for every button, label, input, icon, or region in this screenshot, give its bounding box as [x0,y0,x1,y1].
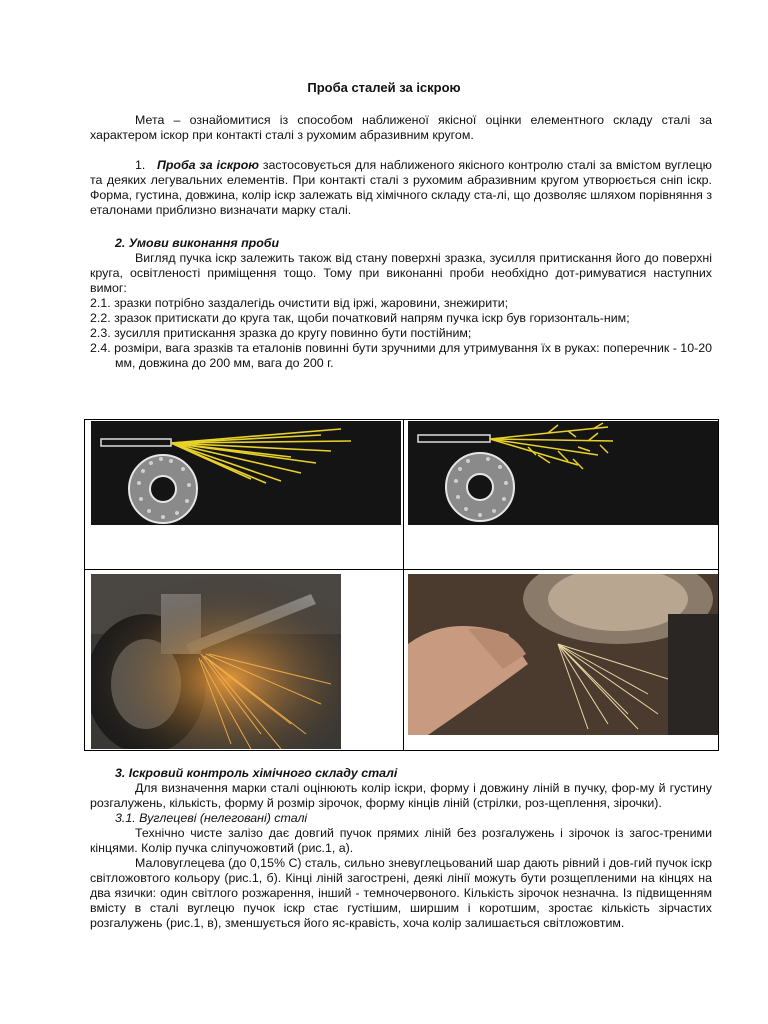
section-2-heading: 2. Умови виконання проби [115,236,280,250]
section-3-1-paragraph-1: Технічно чисте залізо дає довгий пучок прямих ліній без розгалужень і зірочок із загос-треними кінцями. Колір пучка сліпучожовтий (рис.1, а). [90,826,712,855]
section-2 [90,236,712,371]
grid-divider-horizontal [84,569,719,570]
list-item: 2.4. розміри, вага зразків та еталонів повинні бути зручними для утримування їх в руках: поперечник - 10-20 мм, довжина до 200 мм, вага до 200 г. [90,341,712,370]
spark-diagram-straight [91,421,401,525]
section-1 [90,158,712,218]
list-item: 2.3. зусилля притискання зразка до кругу повинно бути постійним; [90,326,472,340]
section-1-term: Проба за іскрою [156,158,259,172]
grinder-photo-right [408,574,718,735]
page-title: Проба сталей за іскрою [307,80,461,95]
goal-paragraph: Мета – ознайомитися із способом наближеної якісної оцінки елементного складу сталі за характером іскор при контакті сталі з рухомим абразивним кругом. [90,113,712,142]
section-3-1-heading: 3.1. Вуглецеві (нелеговані) сталі [115,811,308,825]
section-3 [90,766,712,931]
grinder-photo-left [91,574,341,749]
grid-divider-vertical [403,419,404,751]
section-3-1-paragraph-2: Маловуглецева (до 0,15% С) сталь, сильно зневуглецьований шар дають рівний і дов-гий пучок іскр світложовтого кольору (рис.1, б). Кінці ліній загострені, деякі лінії можуть бути розщепленими на кінцях на два язички: один світлого розжарення, інший - темночервоного. Кількість зірочок незначна. Із підвищенням вмісту в сталі вуглецю пучок іскр стає густішим, ширшим і коротшим, зростає кількість зірчастих розгалужень (рис.1, в), зменшується його яс-кравість, хоча колір залишається світложовтим. [90,856,712,930]
list-item: 2.2. зразок притискати до круга так, щоби початковий напрям пучка іскр був горизонталь-ним; [90,311,630,325]
section-1-number: 1. [135,158,146,172]
section-3-intro: Для визначення марки сталі оцінюють колір іскри, форму і довжину ліній в пучку, фор-му й густину розгалужень, кількість, форму й розмір зірочок, форму кінців ліній (стрілки, роз-щеплення, зірочки). [90,781,712,810]
section-3-heading: 3. Іскровий контроль хімічного складу сталі [115,766,398,780]
section-1-text: застосовується для наближеного якісного контролю сталі за вмістом вуглецю та деяких легувальних елементів. При контакті сталі з рухомим абразивним кругом утворюється сніп іскр. Форма, густина, довжина, колір іскр залежать від хімічного складу ста-лі, що дозволяє шляхом порівняння з еталонами приблизно визначати марку сталі. [90,158,712,217]
list-item: 2.1. зразки потрібно заздалегідь очистити від іржі, жаровини, знежирити; [90,296,509,310]
spark-diagram-branched [408,421,718,525]
section-2-intro: Вигляд пучка іскр залежить також від стану поверхні зразка, зусилля притискання його до поверхні круга, освітленості приміщення тощо. Тому при виконанні проби необхідно дот-римуватися наступних вимог: [90,251,712,295]
